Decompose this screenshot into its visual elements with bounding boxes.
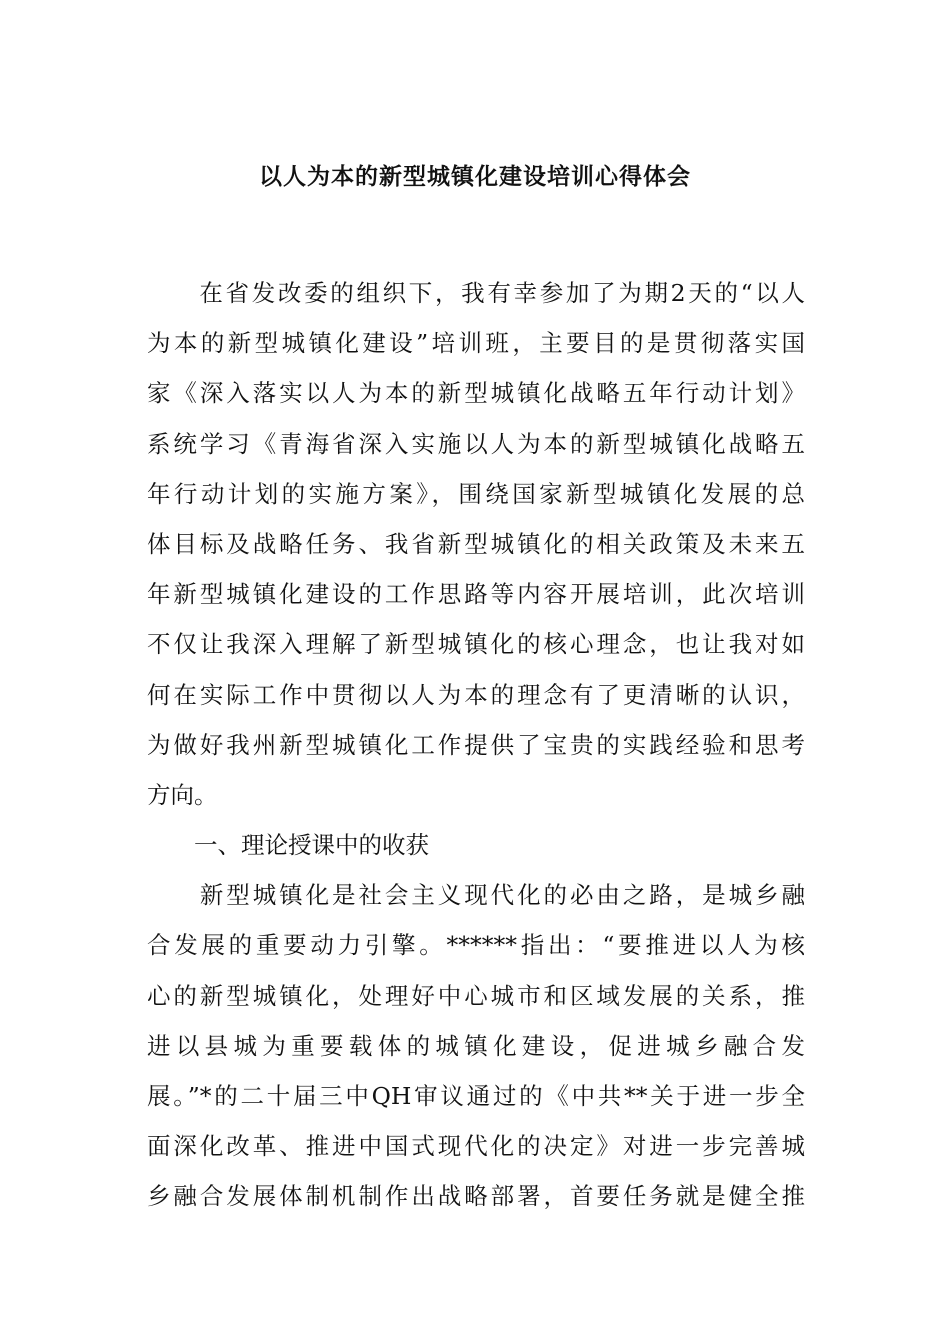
- body-line: 家《深入落实以人为本的新型城镇化战略五年行动计划》: [147, 379, 805, 408]
- body-line: 面深化改革、推进中国式现代化的决定》对进一步完善城: [147, 1132, 805, 1161]
- body-line: 不仅让我深入理解了新型城镇化的核心理念，也让我对如: [147, 630, 805, 659]
- body-line: 合发展的重要动力引擎。******指出：“要推进以人为核: [147, 931, 805, 960]
- body-line: 何在实际工作中贯彻以人为本的理念有了更清晰的认识，: [147, 680, 805, 709]
- body-line: 年行动计划的实施方案》，围绕国家新型城镇化发展的总: [147, 479, 805, 508]
- body-line: 为做好我州新型城镇化工作提供了宝贵的实践经验和思考: [147, 730, 805, 759]
- body-line: 在省发改委的组织下，我有幸参加了为期2天的“以人: [147, 279, 805, 307]
- body-line: 方向。: [147, 780, 218, 809]
- body-line: 乡融合发展体制机制作出战略部署，首要任务就是健全推: [147, 1182, 805, 1211]
- body-line: 进以县城为重要载体的城镇化建设，促进城乡融合发: [147, 1031, 805, 1060]
- body-line: 新型城镇化是社会主义现代化的必由之路，是城乡融: [147, 881, 805, 910]
- body-line: 体目标及战略任务、我省新型城镇化的相关政策及未来五: [147, 529, 805, 558]
- document-title: 以人为本的新型城镇化建设培训心得体会: [259, 164, 691, 190]
- document-body: [147, 268, 805, 1222]
- body-line: 为本的新型城镇化建设”培训班，主要目的是贯彻落实国: [147, 329, 805, 358]
- body-line: 心的新型城镇化，处理好中心城市和区域发展的关系，推: [147, 981, 805, 1010]
- body-line: 年新型城镇化建设的工作思路等内容开展培训，此次培训: [147, 580, 805, 609]
- body-line: 系统学习《青海省深入实施以人为本的新型城镇化战略五: [147, 429, 805, 458]
- section-heading: 一、理论授课中的收获: [147, 831, 429, 860]
- body-line: 展。”*的二十届三中QH审议通过的《中共**关于进一步全: [147, 1082, 805, 1110]
